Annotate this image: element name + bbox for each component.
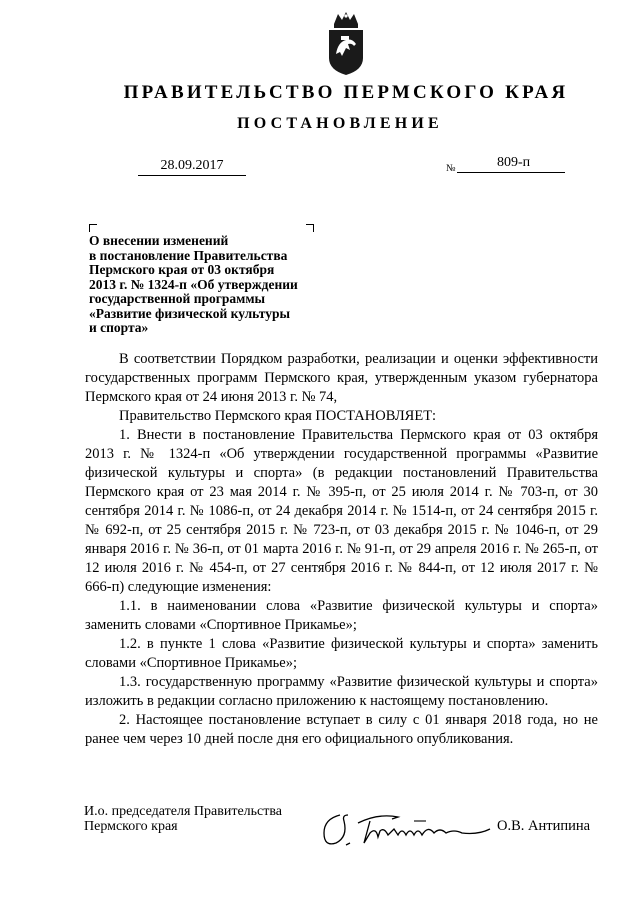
subject-line: государственной программы: [89, 291, 266, 306]
handwritten-signature: [318, 803, 496, 853]
document-type: ПОСТАНОВЛЕНИЕ: [237, 115, 443, 132]
subject-line: 2013 г. № 1324-п «Об утверждении: [89, 276, 298, 292]
document-body: [85, 350, 598, 749]
resolution-statement: Правительство Пермского края ПОСТАНОВЛЯЕТ:: [119, 408, 437, 424]
subject-line: О внесении изменений: [89, 233, 229, 248]
subject-corner-left: [89, 224, 97, 232]
government-title: ПРАВИТЕЛЬСТВО ПЕРМСКОГО КРАЯ: [123, 82, 569, 103]
clause-1-2: 1.2. в пункте 1 слова «Развитие физической культуры и спорта» заменить словами «Спортивное Прикамье»;: [85, 636, 598, 671]
subject-line: «Развитие физической культуры: [89, 305, 291, 321]
signatory-name: О.В. Антипина: [497, 818, 591, 834]
clause-2: 2. Настоящее постановление вступает в силу с 01 января 2018 года, но не ранее чем через 10 дней после дня его официального опубликования.: [85, 712, 598, 747]
signatory-role: [84, 804, 282, 834]
number-sign: №: [446, 163, 456, 174]
clause-1-1: 1.1. в наименовании слова «Развитие физической культуры и спорта» заменить словами «Спортивное Прикамье»;: [85, 598, 598, 633]
signatory-role-line: Пермского края: [84, 819, 178, 834]
perm-krai-coat-of-arms-icon: [326, 10, 366, 76]
subject-line: в постановление Правительства: [89, 247, 288, 263]
subject-line: Пермского края от 03 октября: [89, 262, 275, 277]
clause-1: 1. Внести в постановление Правительства Пермского края от 03 октября 2013 г. № 1324-п «Об утверждении государственной программы «Развитие физической культуры и спорта» (в редакции постановлений Правительства Пермского края от 23 мая 2014 г. № 395-п, от 25 июля 2014 г. № 703-п, от 30 сентября 2014 г. № 1086-п, от 24 декабря 2014 г. № 1514-п, от 24 сентября 2015 г. № 692-п, от 25 сентября 2015 г. № 723-п, от 03 декабря 2015 г. № 1046-п, от 29 января 2016 г. № 36-п, от 01 марта 2016 г. № 91-п, от 29 апреля 2016 г. № 265-п, от 12 июля 2016 г. № 454-п, от 27 сентября 2016 г. № 844-п, от 12 июля 2017 г. № 666-п) следующие изменения:: [85, 427, 598, 595]
subject-line: и спорта»: [89, 320, 149, 335]
preamble-paragraph: В соответствии Порядком разработки, реализации и оценки эффективности государственных программ Пермского края, утвержденным указом губернатора Пермского края от 24 июня 2013 г. № 74,: [85, 351, 598, 405]
document-subject: [89, 234, 329, 336]
document-date: 28.09.2017: [138, 157, 246, 176]
document-number: 809-п: [457, 154, 565, 173]
signatory-role-line: И.о. председателя Правительства: [84, 804, 283, 819]
clause-1-3: 1.3. государственную программу «Развитие физической культуры и спорта» изложить в редакции согласно приложению к настоящему постановлению.: [85, 674, 598, 709]
subject-corner-right: [306, 224, 314, 232]
